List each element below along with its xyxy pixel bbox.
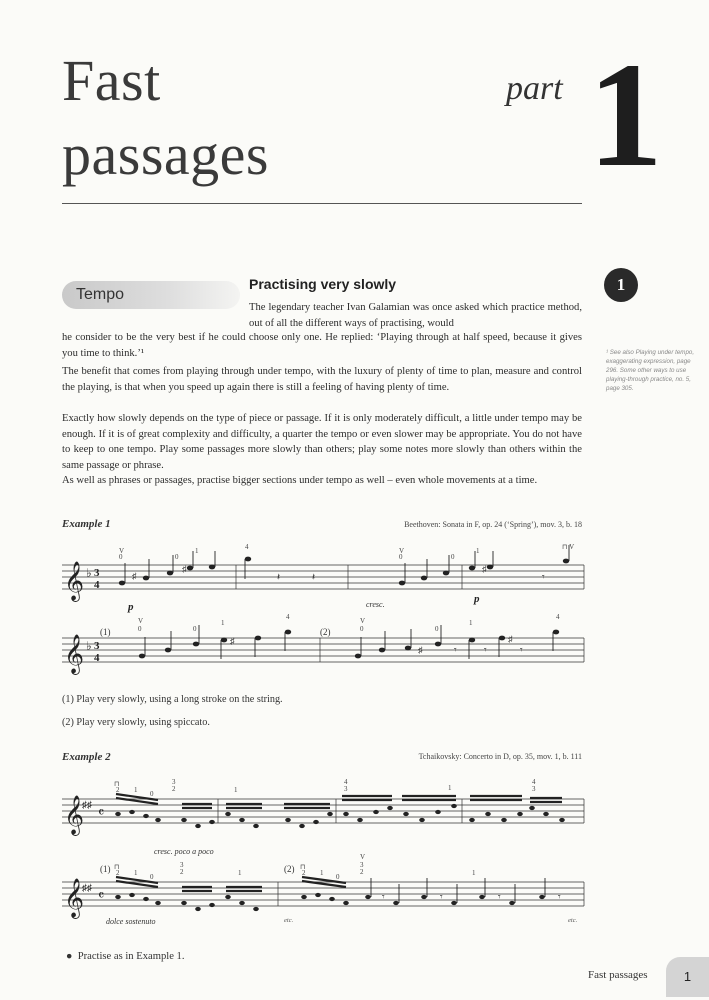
svg-text:0: 0 bbox=[336, 873, 340, 881]
subheading: Practising very slowly bbox=[249, 276, 397, 292]
svg-text:𝄾: 𝄾 bbox=[484, 645, 487, 656]
svg-text:♯: ♯ bbox=[182, 564, 187, 574]
example-2-score bbox=[62, 776, 587, 926]
dynamic-p: p bbox=[474, 593, 480, 605]
svg-text:𝄾: 𝄾 bbox=[520, 645, 523, 656]
svg-text:𝄴: 𝄴 bbox=[98, 889, 105, 904]
svg-text:V: V bbox=[138, 617, 144, 625]
svg-text:⊓: ⊓ bbox=[114, 863, 120, 871]
svg-text:♯: ♯ bbox=[482, 564, 487, 574]
svg-text:3: 3 bbox=[180, 861, 184, 869]
svg-text:1: 1 bbox=[320, 869, 324, 877]
svg-text:♯: ♯ bbox=[508, 634, 513, 644]
svg-text:4: 4 bbox=[94, 652, 100, 664]
title-rule bbox=[62, 203, 582, 204]
svg-text:⊓ V: ⊓ V bbox=[562, 543, 575, 551]
bullet-icon: ● bbox=[66, 951, 78, 962]
svg-text:𝄽: 𝄽 bbox=[312, 572, 316, 583]
dynamic-cresc: cresc. bbox=[366, 600, 385, 609]
flat-icon: ♭ bbox=[86, 566, 92, 580]
svg-text:2: 2 bbox=[302, 869, 306, 877]
svg-text:1: 1 bbox=[472, 869, 476, 877]
svg-text:3: 3 bbox=[532, 785, 536, 793]
svg-text:1: 1 bbox=[195, 547, 199, 555]
part-number: 1 bbox=[588, 32, 663, 198]
svg-text:♭: ♭ bbox=[86, 639, 92, 653]
svg-text:V: V bbox=[360, 617, 366, 625]
treble-clef-icon: 𝄞 bbox=[64, 563, 85, 600]
section-tab-tempo: Tempo bbox=[62, 281, 240, 309]
dynamic-dolce: dolce sostenuto bbox=[106, 917, 156, 926]
bullet-point bbox=[66, 951, 185, 962]
svg-text:V: V bbox=[399, 547, 405, 555]
svg-text:4: 4 bbox=[344, 778, 348, 786]
paragraph-3: Exactly how slowly depends on the type of piece or passage. If it is only moderately difficult, a little under tempo may be enough. If it is of great complexity and difficulty, a quarter the tempo or even slower may be appropriate. You do not have to keep to one tempo. Play some passages more slowly than others; play some notes more slowly than others within the same passage or phrase. bbox=[62, 413, 582, 471]
title-line-2: passages bbox=[62, 122, 269, 187]
paragraph-2: The benefit that comes from playing through under tempo, with the luxury of plenty of time to plan, measure and control the playing, is that when you speed up again there is still a feeling of having plenty of time. bbox=[62, 366, 582, 393]
example-1-note-1: (1) Play very slowly, using a long stroke on the string. bbox=[62, 694, 283, 705]
treble-clef-icon: 𝄞 bbox=[64, 880, 85, 917]
svg-text:4: 4 bbox=[556, 613, 560, 621]
example-1-source: Beethoven: Sonata in F, op. 24 (‘Spring’), mov. 3, b. 18 bbox=[404, 520, 582, 529]
marker-1: (1) bbox=[100, 864, 111, 874]
svg-text:1: 1 bbox=[476, 547, 480, 555]
staff-1 bbox=[62, 565, 584, 589]
example-1-score bbox=[62, 545, 587, 680]
svg-text:0: 0 bbox=[138, 625, 142, 633]
svg-text:⊓: ⊓ bbox=[300, 863, 306, 871]
svg-text:0: 0 bbox=[193, 625, 197, 633]
svg-text:♯♯: ♯♯ bbox=[82, 883, 92, 894]
paragraph-1a: The legendary teacher Ivan Galamian was once asked which practice method, out of all the different ways of practising, would bbox=[249, 302, 582, 329]
title-line-1: Fast bbox=[62, 48, 161, 113]
svg-text:0: 0 bbox=[435, 625, 439, 633]
svg-text:2: 2 bbox=[180, 868, 184, 876]
svg-text:𝄾: 𝄾 bbox=[542, 572, 545, 583]
svg-text:1: 1 bbox=[221, 619, 225, 627]
svg-text:0: 0 bbox=[119, 553, 123, 561]
treble-clef-icon: 𝄞 bbox=[64, 636, 85, 673]
svg-text:𝄾: 𝄾 bbox=[454, 645, 457, 656]
svg-text:2: 2 bbox=[116, 869, 120, 877]
svg-text:3: 3 bbox=[94, 640, 100, 652]
svg-text:𝄾: 𝄾 bbox=[558, 892, 561, 903]
section-number-badge: 1 bbox=[604, 268, 638, 302]
svg-text:1: 1 bbox=[234, 786, 238, 794]
dynamic-cresc-poco: cresc. poco a poco bbox=[154, 847, 214, 856]
treble-clef-icon: 𝄞 bbox=[64, 797, 85, 834]
svg-text:0: 0 bbox=[360, 625, 364, 633]
bullet-text: Practise as in Example 1. bbox=[77, 951, 185, 962]
marker-2: (2) bbox=[320, 627, 331, 637]
svg-text:4: 4 bbox=[286, 613, 290, 621]
svg-text:2: 2 bbox=[360, 868, 364, 876]
svg-text:V: V bbox=[360, 853, 366, 861]
svg-text:3: 3 bbox=[344, 785, 348, 793]
svg-text:𝄾: 𝄾 bbox=[498, 892, 501, 903]
etc-2: etc. bbox=[568, 917, 578, 924]
svg-text:0: 0 bbox=[399, 553, 403, 561]
svg-text:♯: ♯ bbox=[418, 645, 423, 655]
svg-text:0: 0 bbox=[150, 873, 154, 881]
svg-text:⊓: ⊓ bbox=[114, 780, 120, 788]
paragraph-1b: he consider to be the very best if he could choose only one. He replied: ‘Playing through at half speed, because it gives you time to think.’¹ bbox=[62, 332, 582, 359]
staff-4 bbox=[62, 882, 584, 906]
svg-text:2: 2 bbox=[172, 785, 176, 793]
staff-4-notes bbox=[115, 893, 545, 911]
svg-text:𝄴: 𝄴 bbox=[98, 806, 105, 821]
svg-text:♯: ♯ bbox=[230, 636, 235, 646]
svg-text:1: 1 bbox=[448, 784, 452, 792]
svg-text:4: 4 bbox=[532, 778, 536, 786]
svg-text:0: 0 bbox=[175, 553, 179, 561]
svg-text:1: 1 bbox=[134, 786, 138, 794]
svg-text:V: V bbox=[119, 547, 125, 555]
svg-text:0: 0 bbox=[150, 790, 154, 798]
svg-text:0: 0 bbox=[451, 553, 455, 561]
paragraph-4: As well as phrases or passages, practise bigger sections under tempo as well – even whole movements at a time. bbox=[62, 475, 538, 486]
svg-text:2: 2 bbox=[116, 786, 120, 794]
marker-1: (1) bbox=[100, 627, 111, 637]
example-2-label: Example 2 bbox=[62, 751, 111, 763]
etc-1: etc. bbox=[284, 917, 294, 924]
dynamic-p: p bbox=[128, 601, 134, 613]
svg-text:𝄽: 𝄽 bbox=[277, 572, 281, 583]
svg-text:♯: ♯ bbox=[132, 571, 137, 581]
svg-text:1: 1 bbox=[238, 869, 242, 877]
svg-text:3: 3 bbox=[94, 567, 100, 579]
svg-text:1: 1 bbox=[469, 619, 473, 627]
sharp-icon: ♯♯ bbox=[82, 800, 92, 811]
example-1-label: Example 1 bbox=[62, 518, 111, 530]
svg-text:𝄾: 𝄾 bbox=[440, 892, 443, 903]
svg-text:3: 3 bbox=[360, 861, 364, 869]
example-2-source: Tchaikovsky: Concerto in D, op. 35, mov. 1, b. 111 bbox=[418, 752, 582, 761]
svg-text:4: 4 bbox=[245, 543, 249, 551]
part-word: part bbox=[506, 70, 563, 107]
svg-text:1: 1 bbox=[134, 869, 138, 877]
page-number: 1 bbox=[666, 957, 709, 997]
svg-text:3: 3 bbox=[172, 778, 176, 786]
footer-label: Fast passages bbox=[588, 969, 648, 981]
staff-2 bbox=[62, 638, 584, 662]
svg-text:𝄾: 𝄾 bbox=[382, 892, 385, 903]
marker-2: (2) bbox=[284, 864, 295, 874]
sidenote: ¹ See also Playing under tempo, exaggerating expression, page 296. Some other ways to use playing-through practice, no. 5, page 305. bbox=[606, 349, 695, 392]
svg-text:4: 4 bbox=[94, 579, 100, 591]
example-1-note-2: (2) Play very slowly, using spiccato. bbox=[62, 717, 210, 728]
